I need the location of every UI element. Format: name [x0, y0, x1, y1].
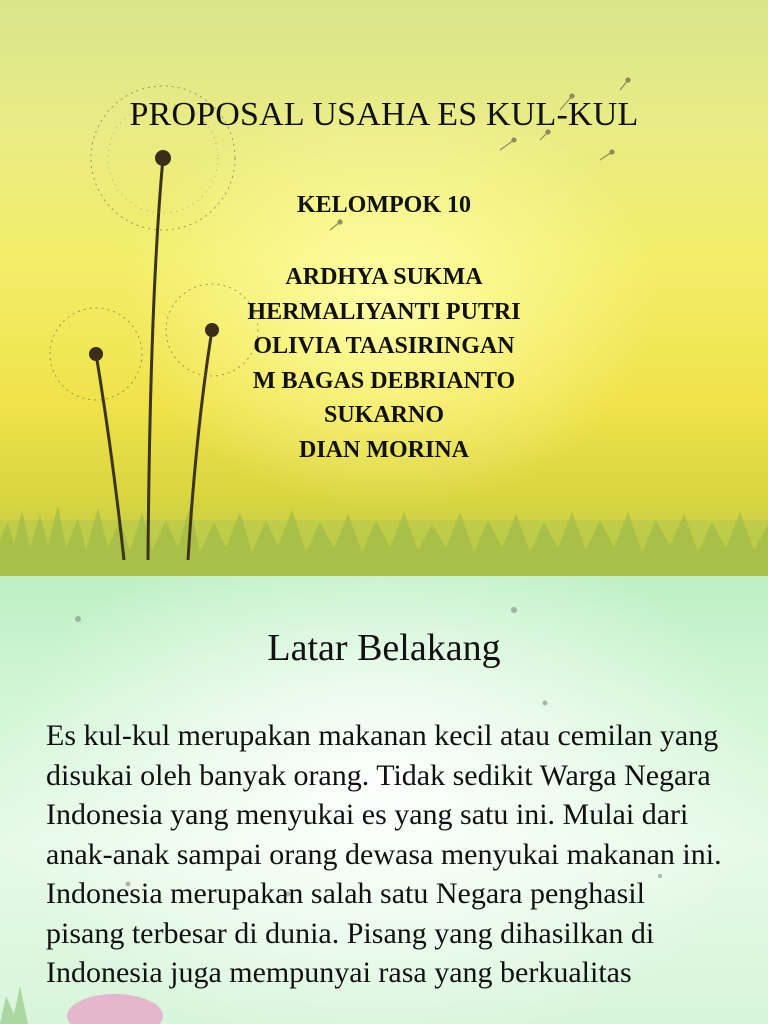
member-list [0, 260, 768, 467]
member-name: DIAN MORINA [299, 436, 469, 463]
member-name: ARDHYA SUKMA [285, 264, 483, 290]
member-name: SUKARNO [323, 402, 444, 428]
content-slide [0, 576, 768, 1024]
member-name: M BAGAS DEBRIANTO [252, 367, 516, 394]
member-name: OLIVIA TAASIRINGAN [253, 333, 515, 359]
slide-heading: Latar Belakang [267, 627, 501, 669]
slide-body-text: Es kul-kul merupakan makanan kecil atau cemilan yang disukai oleh banyak orang. Tidak sedikit Warga Negara Indonesia yang menyukai es yang satu ini. Mulai dari anak-anak sampai orang dewasa menyukai makanan ini. Indonesia merupakan salah satu Negara penghasil pisang terbesar di dunia. Pisang yang dihasilkan di Indonesia juga mempunyai rasa yang berkualitas [46, 719, 722, 989]
slide-title: PROPOSAL USAHA ES KUL-KUL [129, 96, 639, 133]
group-label: KELOMPOK 10 [297, 192, 471, 218]
grass-decoration [0, 505, 768, 576]
member-name: HERMALIYANTI PUTRI [247, 298, 521, 325]
